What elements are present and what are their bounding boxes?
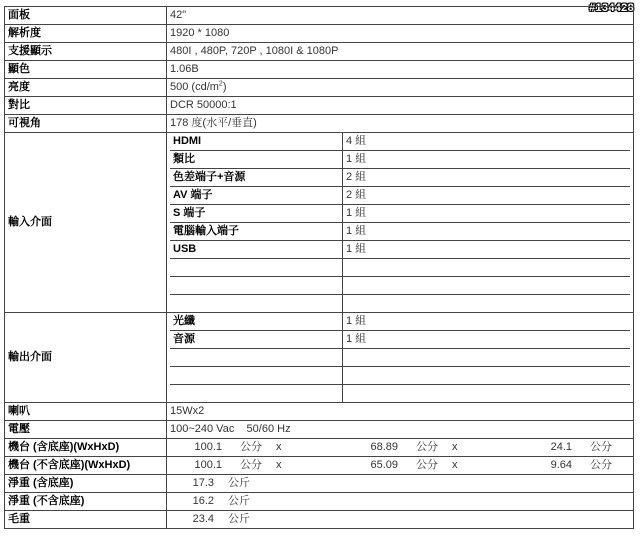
brightness-value-prefix: 500 (cd/m — [170, 81, 219, 93]
row-viewing-angle — [5, 115, 634, 133]
input-port-count — [343, 259, 631, 277]
label-viewing-angle: 可視角 — [5, 115, 167, 133]
weight-value: 17.3 — [192, 477, 214, 489]
dim-sep: x — [276, 459, 282, 471]
label-dimension-with-stand: 機台 (含底座)(WxHxD) — [5, 439, 167, 457]
output-port-count — [343, 349, 631, 367]
output-port-row — [170, 367, 630, 385]
value-dimension-with-stand — [167, 439, 634, 457]
weight-unit: 公斤 — [228, 477, 250, 489]
row-dimension-with-stand — [5, 439, 634, 457]
dim-height: 65.09 — [370, 459, 398, 471]
label-input-interface: 輸入介面 — [5, 133, 167, 313]
input-port-row — [170, 259, 630, 277]
output-port-name — [170, 367, 343, 385]
input-ports-table — [170, 133, 630, 312]
output-port-row — [170, 331, 630, 349]
spec-table — [4, 6, 634, 529]
weight-value: 23.4 — [192, 513, 214, 525]
input-port-row — [170, 223, 630, 241]
value-speaker: 15Wx2 — [167, 403, 634, 421]
watermark-id: #134428 — [589, 2, 634, 14]
dim-sep: x — [452, 441, 458, 453]
brightness-value-suffix: ) — [222, 81, 227, 93]
weight-value: 16.2 — [192, 495, 214, 507]
row-gross-weight — [5, 511, 634, 529]
value-brightness — [167, 79, 634, 97]
row-power — [5, 421, 634, 439]
label-net-weight-without-stand: 淨重 (不含底座) — [5, 493, 167, 511]
label-resolution: 解析度 — [5, 25, 167, 43]
value-net-weight-with-stand — [167, 475, 634, 493]
output-port-name: 光纖 — [170, 313, 343, 331]
input-port-name: 色差端子+音源 — [170, 169, 343, 187]
label-dimension-without-stand: 機台 (不含底座)(WxHxD) — [5, 457, 167, 475]
row-output-interface — [5, 313, 634, 403]
value-gross-weight — [167, 511, 634, 529]
input-port-count — [343, 295, 631, 313]
label-panel: 面板 — [5, 7, 167, 25]
input-port-name: USB — [170, 241, 343, 259]
dim-height-unit: 公分 — [416, 441, 438, 453]
dim-width-unit: 公分 — [240, 441, 262, 453]
output-port-row — [170, 313, 630, 331]
input-port-name — [170, 259, 343, 277]
value-power: 100~240 Vac 50/60 Hz — [167, 421, 634, 439]
row-resolution — [5, 25, 634, 43]
row-dimension-without-stand — [5, 457, 634, 475]
row-colors — [5, 61, 634, 79]
output-port-row — [170, 349, 630, 367]
output-ports-cell — [167, 313, 634, 403]
input-port-count: 1 組 — [343, 223, 631, 241]
label-brightness: 亮度 — [5, 79, 167, 97]
dim-sep: x — [452, 459, 458, 471]
input-port-count: 1 組 — [343, 241, 631, 259]
input-port-count: 1 組 — [343, 205, 631, 223]
dim-depth-unit: 公分 — [590, 459, 612, 471]
value-resolution: 1920 * 1080 — [167, 25, 634, 43]
input-port-row — [170, 277, 630, 295]
row-speaker — [5, 403, 634, 421]
dim-depth: 9.64 — [550, 459, 572, 471]
output-port-name — [170, 349, 343, 367]
value-contrast: DCR 50000:1 — [167, 97, 634, 115]
dim-depth: 24.1 — [550, 441, 572, 453]
row-brightness — [5, 79, 634, 97]
output-port-row — [170, 385, 630, 403]
dim-width: 100.1 — [194, 441, 222, 453]
input-port-count: 4 組 — [343, 133, 631, 151]
dim-height-unit: 公分 — [416, 459, 438, 471]
dim-width-unit: 公分 — [240, 459, 262, 471]
row-net-weight-without-stand — [5, 493, 634, 511]
input-port-name — [170, 295, 343, 313]
value-supported-display: 480I , 480P, 720P , 1080I & 1080P — [167, 43, 634, 61]
output-port-count — [343, 385, 631, 403]
value-panel: 42" — [167, 7, 634, 25]
input-port-row — [170, 151, 630, 169]
input-port-name: HDMI — [170, 133, 343, 151]
dim-height: 68.89 — [370, 441, 398, 453]
output-ports-table — [170, 313, 630, 402]
label-net-weight-with-stand: 淨重 (含底座) — [5, 475, 167, 493]
dim-sep: x — [276, 441, 282, 453]
input-port-count: 2 組 — [343, 187, 631, 205]
dim-width: 100.1 — [194, 459, 222, 471]
output-port-count: 1 組 — [343, 313, 631, 331]
dim-depth-unit: 公分 — [590, 441, 612, 453]
row-net-weight-with-stand — [5, 475, 634, 493]
row-contrast — [5, 97, 634, 115]
label-speaker: 喇叭 — [5, 403, 167, 421]
input-port-row — [170, 295, 630, 313]
output-port-count — [343, 367, 631, 385]
input-port-row — [170, 205, 630, 223]
input-port-row — [170, 241, 630, 259]
label-gross-weight: 毛重 — [5, 511, 167, 529]
weight-unit: 公斤 — [228, 513, 250, 525]
label-output-interface: 輸出介面 — [5, 313, 167, 403]
input-port-name: AV 端子 — [170, 187, 343, 205]
input-port-name — [170, 277, 343, 295]
value-net-weight-without-stand — [167, 493, 634, 511]
input-port-name: 電腦輸入端子 — [170, 223, 343, 241]
brightness-superscript: 2 — [218, 80, 223, 88]
input-port-count: 2 組 — [343, 169, 631, 187]
input-port-row — [170, 169, 630, 187]
input-port-row — [170, 133, 630, 151]
output-port-name: 音源 — [170, 331, 343, 349]
label-contrast: 對比 — [5, 97, 167, 115]
input-ports-cell — [167, 133, 634, 313]
output-port-name — [170, 385, 343, 403]
input-port-count: 1 組 — [343, 151, 631, 169]
input-port-name: S 端子 — [170, 205, 343, 223]
weight-unit: 公斤 — [228, 495, 250, 507]
label-colors: 顯色 — [5, 61, 167, 79]
value-viewing-angle: 178 度(水平/垂直) — [167, 115, 634, 133]
value-dimension-without-stand — [167, 457, 634, 475]
input-port-count — [343, 277, 631, 295]
value-colors: 1.06B — [167, 61, 634, 79]
row-supported-display — [5, 43, 634, 61]
output-port-count: 1 組 — [343, 331, 631, 349]
input-port-name: 類比 — [170, 151, 343, 169]
label-supported-display: 支援顯示 — [5, 43, 167, 61]
row-panel — [5, 7, 634, 25]
input-port-row — [170, 187, 630, 205]
label-power: 電壓 — [5, 421, 167, 439]
row-input-interface — [5, 133, 634, 313]
